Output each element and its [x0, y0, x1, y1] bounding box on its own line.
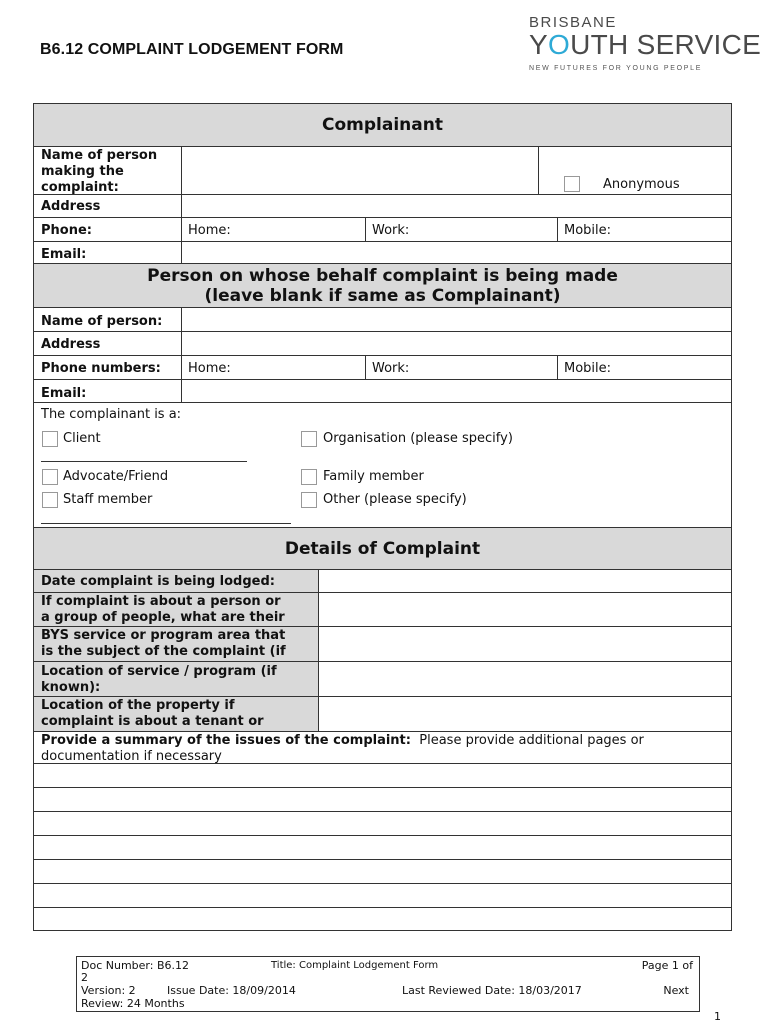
behalf-phone-label: Phone numbers:: [41, 361, 161, 376]
property-location-field[interactable]: [318, 697, 731, 731]
form-title: B6.12 COMPLAINT LODGEMENT FORM: [40, 41, 344, 58]
behalf-heading-row: [34, 263, 731, 307]
service-location-row: [34, 661, 731, 696]
behalf-address-row: [34, 331, 731, 355]
service-location-label: Location of service / program (if known):: [41, 664, 277, 695]
anonymous-checkbox[interactable]: [564, 176, 580, 192]
behalf-email-field[interactable]: [181, 380, 731, 402]
family-label: Family member: [323, 469, 424, 484]
complainant-mobile-phone-field[interactable]: [557, 218, 731, 241]
property-location-label: Location of the property if complaint is about a tenant or: [41, 698, 264, 729]
complainant-address-label: Address: [41, 199, 101, 214]
behalf-address-field[interactable]: [181, 332, 731, 355]
summary-line[interactable]: [34, 835, 731, 859]
mobile-label: Mobile:: [564, 223, 612, 238]
other-label: Other (please specify): [323, 492, 467, 507]
date-lodged-label: Date complaint is being lodged:: [41, 574, 275, 589]
property-location-row: [34, 696, 731, 731]
complainant-phone-label: Phone:: [41, 223, 92, 238]
behalf-address-label: Address: [41, 337, 101, 352]
service-location-field[interactable]: [318, 662, 731, 696]
home-label: Home:: [188, 361, 231, 376]
behalf-name-row: [34, 307, 731, 331]
document-footer: [76, 956, 700, 1012]
staff-checkbox[interactable]: [42, 492, 58, 508]
complainant-home-phone-field[interactable]: [181, 218, 365, 241]
summary-line[interactable]: [34, 763, 731, 787]
anonymous-cell: [538, 147, 731, 194]
complainant-heading: Complainant: [322, 115, 443, 135]
mobile-label: Mobile:: [564, 361, 612, 376]
complainant-heading-row: [34, 104, 731, 146]
advocate-label: Advocate/Friend: [63, 469, 169, 484]
behalf-mobile-phone-field[interactable]: [557, 356, 731, 379]
logo-line-youth-service: YOUTH SERVICE: [529, 29, 762, 60]
home-label: Home:: [188, 223, 231, 238]
footer-doc-number-cont: 2: [81, 971, 88, 984]
complainant-name-field[interactable]: [181, 147, 537, 194]
organisation-specify-line[interactable]: [41, 461, 247, 462]
logo-tagline: NEW FUTURES FOR YOUNG PEOPLE: [529, 65, 703, 72]
staff-label: Staff member: [63, 492, 153, 507]
footer-last-reviewed: Last Reviewed Date: 18/03/2017: [402, 984, 582, 997]
logo-line-brisbane: BRISBANE: [529, 14, 617, 31]
client-checkbox[interactable]: [42, 431, 58, 447]
complainant-type-intro: The complainant is a:: [41, 407, 182, 422]
complainant-email-field[interactable]: [181, 242, 731, 263]
behalf-email-label: Email:: [41, 386, 87, 401]
other-checkbox[interactable]: [301, 492, 317, 508]
footer-issue-date: Issue Date: 18/09/2014: [167, 984, 296, 997]
complainant-name-label: Name of person making the complaint:: [41, 148, 158, 195]
summary-prompt: Provide a summary of the issues of the complaint: Please provide additional pages or documentation if necessary: [41, 733, 644, 764]
about-person-row: [34, 592, 731, 626]
work-label: Work:: [372, 223, 410, 238]
date-lodged-row: [34, 569, 731, 592]
complainant-name-row: [34, 146, 731, 194]
service-area-label: BYS service or program area that is the subject of the complaint (if: [41, 628, 286, 659]
about-person-field[interactable]: [318, 593, 731, 626]
details-heading: Details of Complaint: [284, 539, 481, 559]
page-number: 1: [714, 1010, 721, 1023]
client-label: Client: [63, 431, 101, 446]
complainant-address-row: [34, 194, 731, 217]
behalf-work-phone-field[interactable]: [365, 356, 557, 379]
behalf-phone-row: [34, 355, 731, 379]
footer-review: Review: 24 Months: [81, 997, 185, 1010]
summary-line[interactable]: [34, 859, 731, 883]
summary-line[interactable]: [34, 907, 731, 931]
complainant-phone-row: [34, 217, 731, 241]
footer-doc-number: Doc Number: B6.12: [81, 959, 189, 972]
service-area-row: [34, 626, 731, 661]
summary-line[interactable]: [34, 883, 731, 907]
behalf-home-phone-field[interactable]: [181, 356, 365, 379]
footer-page: Page 1 of: [641, 959, 693, 972]
service-area-field[interactable]: [318, 627, 731, 661]
behalf-name-label: Name of person:: [41, 314, 163, 329]
work-label: Work:: [372, 361, 410, 376]
summary-line[interactable]: [34, 811, 731, 835]
footer-next: Next: [663, 984, 689, 997]
bys-logo: [529, 14, 762, 74]
complainant-type-section: [34, 402, 731, 527]
footer-version: Version: 2: [81, 984, 136, 997]
organisation-checkbox[interactable]: [301, 431, 317, 447]
behalf-heading: Person on whose behalf complaint is being made (leave blank if same as Complainant): [147, 266, 618, 306]
complainant-address-field[interactable]: [181, 195, 731, 217]
complaint-form-table: [33, 103, 732, 931]
details-heading-row: [34, 527, 731, 569]
footer-title: Title: Complaint Lodgement Form: [271, 960, 439, 971]
about-person-label: If complaint is about a person or a group of people, what are their: [41, 594, 285, 625]
other-specify-line[interactable]: [41, 523, 291, 524]
behalf-email-row: [34, 379, 731, 402]
anonymous-label: Anonymous: [603, 177, 680, 192]
organisation-label: Organisation (please specify): [323, 431, 513, 446]
summary-prompt-row: [34, 731, 731, 763]
summary-line[interactable]: [34, 787, 731, 811]
complainant-work-phone-field[interactable]: [365, 218, 557, 241]
date-lodged-field[interactable]: [318, 570, 731, 592]
family-checkbox[interactable]: [301, 469, 317, 485]
complainant-email-row: [34, 241, 731, 263]
advocate-checkbox[interactable]: [42, 469, 58, 485]
behalf-name-field[interactable]: [181, 308, 731, 331]
complainant-email-label: Email:: [41, 247, 87, 262]
